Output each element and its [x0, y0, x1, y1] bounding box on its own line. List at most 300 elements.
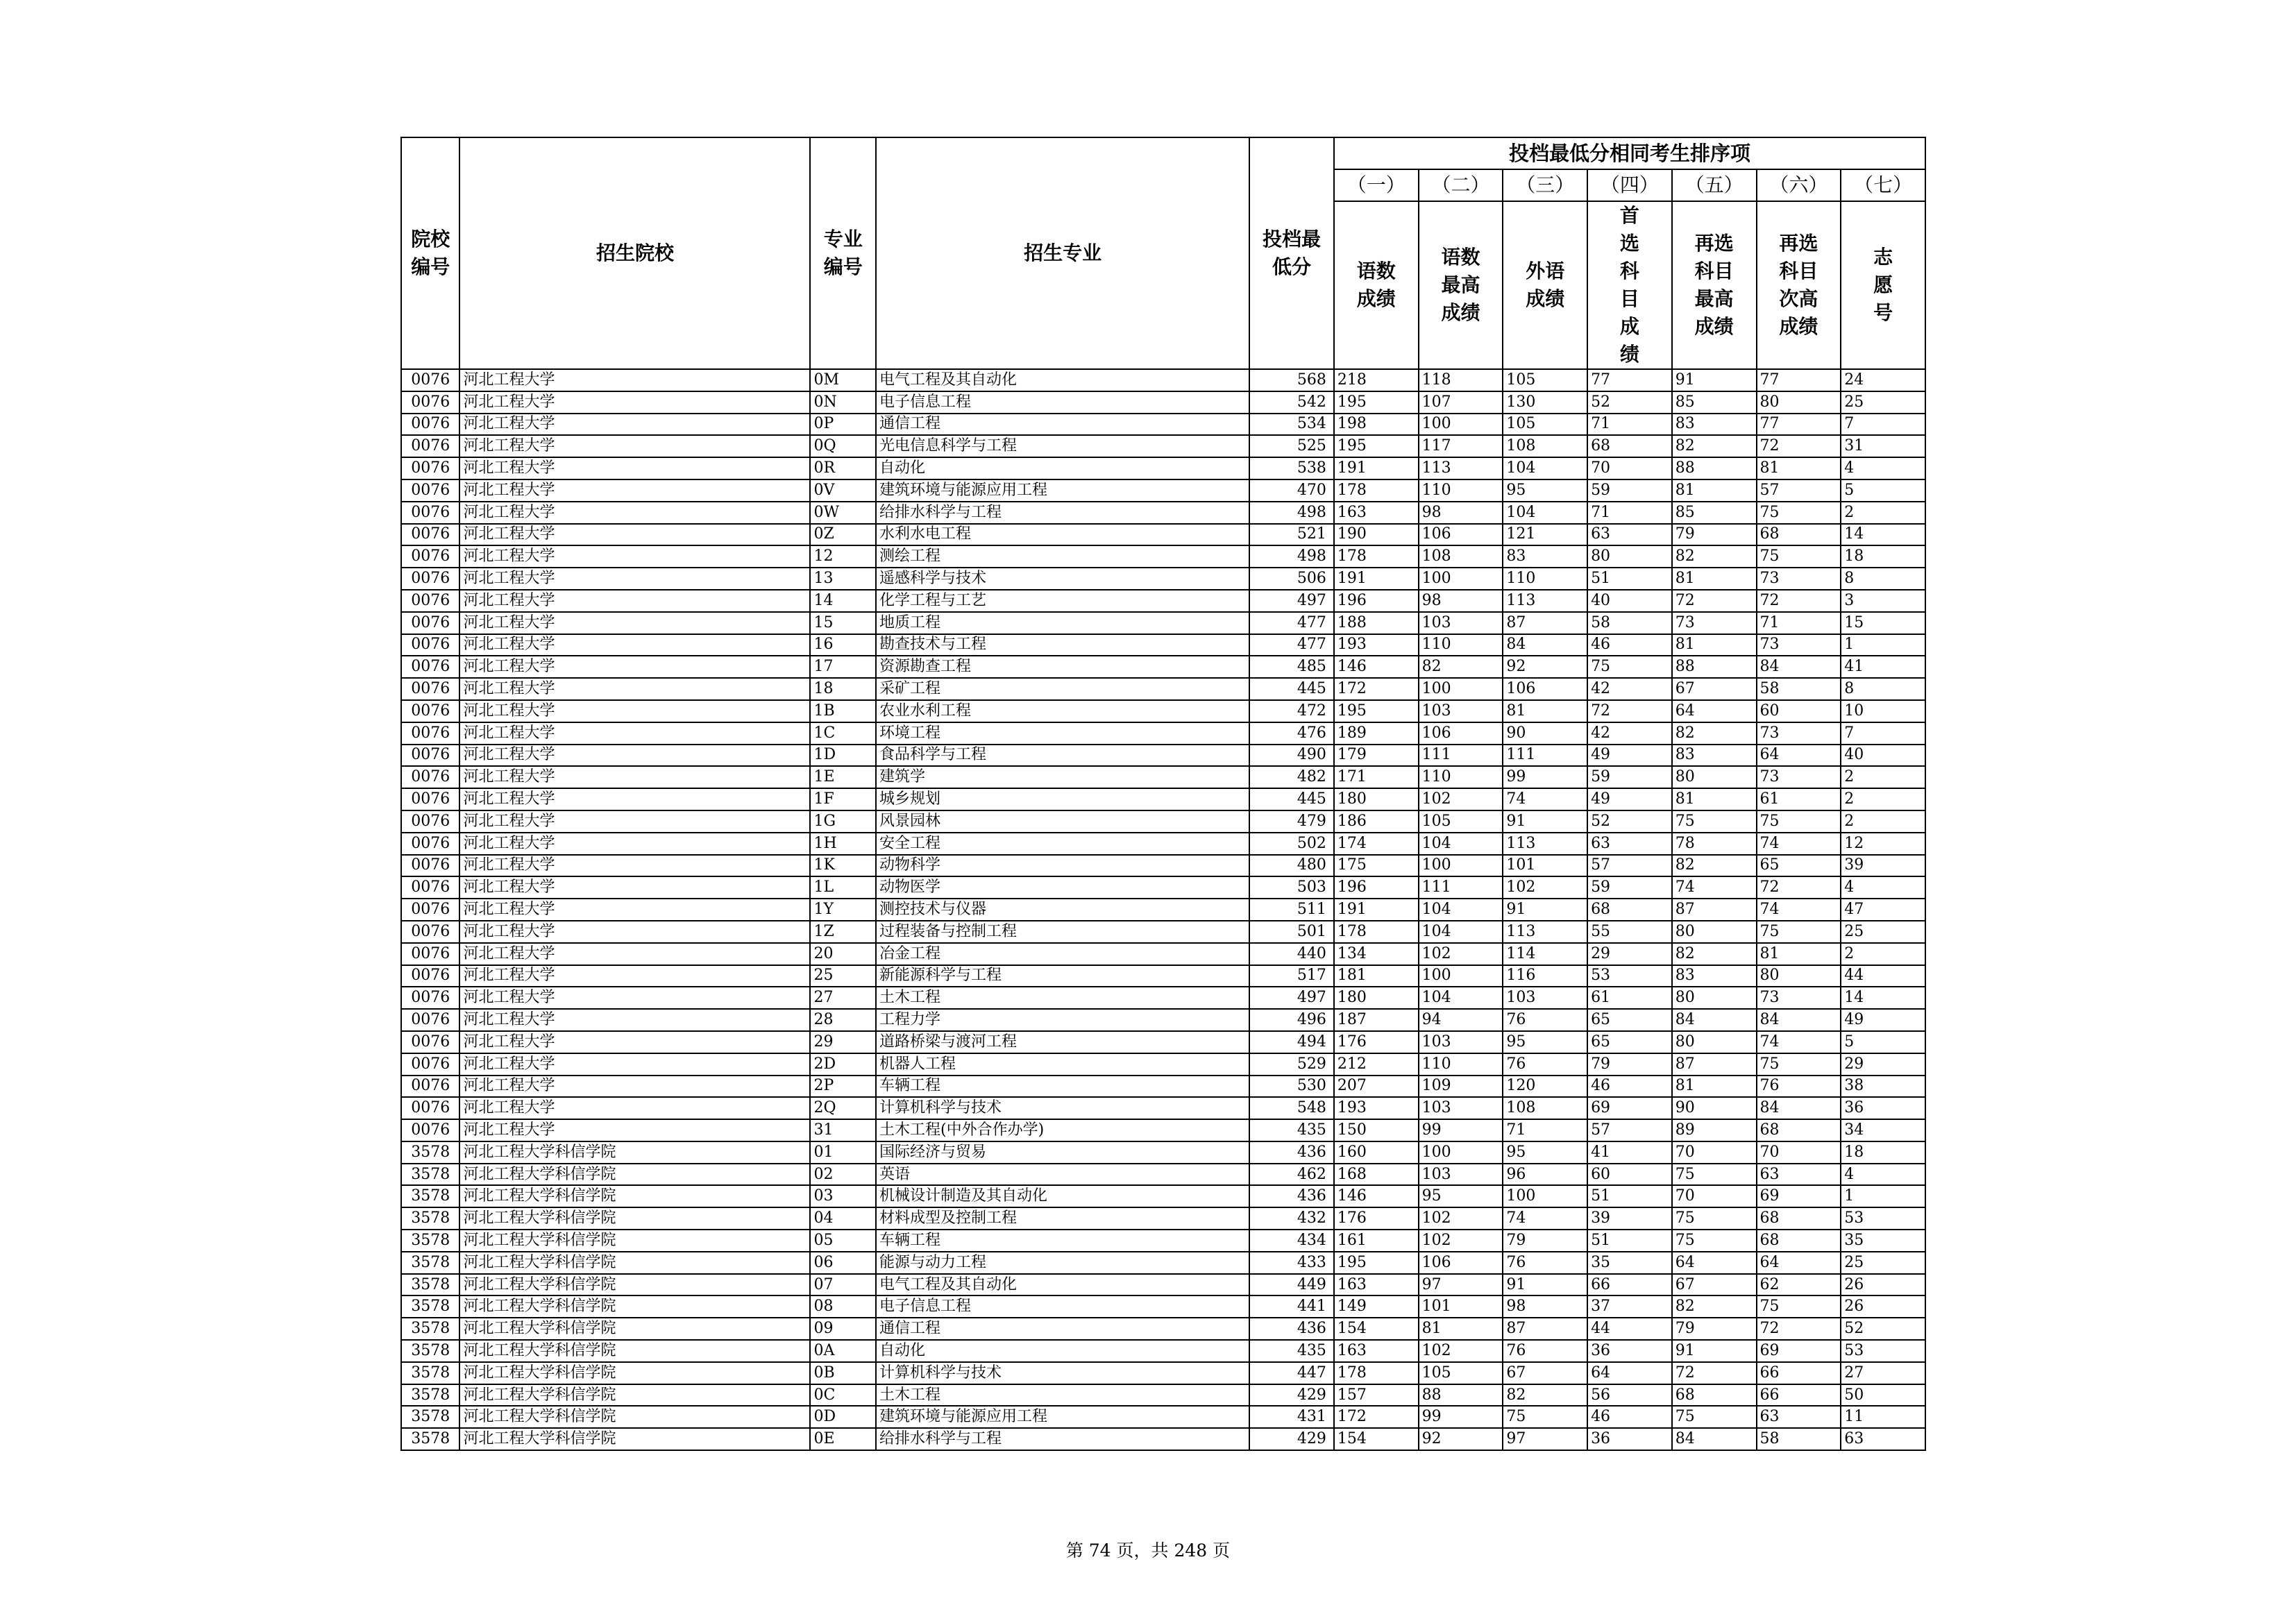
school-name-cell: 河北工程大学	[459, 899, 810, 921]
major-code-cell: 27	[810, 987, 876, 1009]
score-2-cell: 81	[1419, 1318, 1503, 1340]
school-code-cell: 0076	[401, 612, 459, 634]
score-2-cell: 99	[1419, 1406, 1503, 1428]
table-row	[401, 788, 1925, 810]
score-1-cell: 174	[1334, 833, 1419, 855]
school-name-cell: 河北工程大学	[459, 656, 810, 678]
score-6-cell: 84	[1757, 656, 1841, 678]
score-1-cell: 180	[1334, 788, 1419, 810]
table-row	[401, 1318, 1925, 1340]
score-4-cell: 69	[1587, 1097, 1672, 1119]
preference-cell: 53	[1841, 1340, 1925, 1362]
score-6-cell: 61	[1757, 788, 1841, 810]
school-code-cell: 0076	[401, 788, 459, 810]
table-row	[401, 833, 1925, 855]
min-score-cell: 431	[1249, 1406, 1334, 1428]
score-5-cell: 75	[1672, 1164, 1757, 1186]
score-4-cell: 70	[1587, 457, 1672, 479]
score-2-cell: 106	[1419, 1252, 1503, 1274]
major-code-cell: 12	[810, 545, 876, 568]
major-name-cell: 光电信息科学与工程	[876, 435, 1249, 457]
school-name-cell: 河北工程大学科信学院	[459, 1207, 810, 1230]
score-1-cell: 178	[1334, 1362, 1419, 1384]
score-1-cell: 172	[1334, 1406, 1419, 1428]
score-1-cell: 154	[1334, 1428, 1419, 1450]
min-score-cell: 525	[1249, 435, 1334, 457]
score-1-cell: 218	[1334, 369, 1419, 391]
score-6-cell: 64	[1757, 745, 1841, 767]
score-3-cell: 76	[1503, 1053, 1587, 1076]
school-name-cell: 河北工程大学	[459, 1009, 810, 1031]
preference-cell: 18	[1841, 545, 1925, 568]
major-name-cell: 自动化	[876, 457, 1249, 479]
score-5-cell: 90	[1672, 1097, 1757, 1119]
score-1-cell: 163	[1334, 502, 1419, 524]
header-min-score: 投档最低分	[1249, 137, 1334, 369]
major-code-cell: 02	[810, 1164, 876, 1186]
preference-cell: 49	[1841, 1009, 1925, 1031]
score-3-cell: 76	[1503, 1252, 1587, 1274]
score-5-cell: 82	[1672, 943, 1757, 965]
score-1-cell: 178	[1334, 479, 1419, 502]
preference-cell: 50	[1841, 1384, 1925, 1407]
preference-cell: 8	[1841, 678, 1925, 700]
table-row	[401, 612, 1925, 634]
min-score-cell: 429	[1249, 1384, 1334, 1407]
score-2-cell: 100	[1419, 414, 1503, 436]
header-school-code: 院校编号	[401, 137, 459, 369]
score-6-cell: 70	[1757, 1141, 1841, 1164]
score-1-cell: 176	[1334, 1031, 1419, 1053]
preference-cell: 3	[1841, 590, 1925, 612]
table-row	[401, 1384, 1925, 1407]
school-name-cell: 河北工程大学	[459, 833, 810, 855]
preference-cell: 47	[1841, 899, 1925, 921]
school-name-cell: 河北工程大学	[459, 1097, 810, 1119]
score-1-cell: 161	[1334, 1230, 1419, 1252]
school-code-cell: 0076	[401, 766, 459, 788]
school-code-cell: 0076	[401, 656, 459, 678]
school-name-cell: 河北工程大学	[459, 788, 810, 810]
major-code-cell: 1E	[810, 766, 876, 788]
score-1-cell: 163	[1334, 1274, 1419, 1296]
min-score-cell: 542	[1249, 391, 1334, 414]
score-4-cell: 64	[1587, 1362, 1672, 1384]
score-4-cell: 51	[1587, 568, 1672, 590]
table-row	[401, 391, 1925, 414]
major-code-cell: 18	[810, 678, 876, 700]
score-6-cell: 63	[1757, 1164, 1841, 1186]
score-1-cell: 163	[1334, 1340, 1419, 1362]
major-name-cell: 城乡规划	[876, 788, 1249, 810]
score-5-cell: 91	[1672, 369, 1757, 391]
table-row	[401, 766, 1925, 788]
table-row	[401, 545, 1925, 568]
school-code-cell: 0076	[401, 545, 459, 568]
score-1-cell: 160	[1334, 1141, 1419, 1164]
min-score-cell: 530	[1249, 1076, 1334, 1098]
school-name-cell: 河北工程大学	[459, 722, 810, 745]
min-score-cell: 433	[1249, 1252, 1334, 1274]
major-name-cell: 勘查技术与工程	[876, 634, 1249, 656]
major-name-cell: 给排水科学与工程	[876, 502, 1249, 524]
min-score-cell: 445	[1249, 788, 1334, 810]
score-5-cell: 73	[1672, 612, 1757, 634]
score-1-cell: 178	[1334, 921, 1419, 943]
score-5-cell: 83	[1672, 745, 1757, 767]
score-6-cell: 62	[1757, 1274, 1841, 1296]
score-1-cell: 191	[1334, 899, 1419, 921]
major-name-cell: 电气工程及其自动化	[876, 369, 1249, 391]
table-row	[401, 921, 1925, 943]
preference-cell: 25	[1841, 921, 1925, 943]
table-row	[401, 568, 1925, 590]
min-score-cell: 472	[1249, 700, 1334, 722]
score-1-cell: 176	[1334, 1207, 1419, 1230]
score-6-cell: 66	[1757, 1362, 1841, 1384]
major-code-cell: 0P	[810, 414, 876, 436]
score-1-cell: 146	[1334, 656, 1419, 678]
score-3-cell: 114	[1503, 943, 1587, 965]
major-name-cell: 道路桥梁与渡河工程	[876, 1031, 1249, 1053]
school-name-cell: 河北工程大学	[459, 590, 810, 612]
score-2-cell: 104	[1419, 921, 1503, 943]
score-3-cell: 91	[1503, 810, 1587, 833]
score-2-cell: 92	[1419, 1428, 1503, 1450]
score-2-cell: 103	[1419, 1097, 1503, 1119]
table-row	[401, 1031, 1925, 1053]
score-6-cell: 75	[1757, 1053, 1841, 1076]
score-5-cell: 64	[1672, 700, 1757, 722]
score-6-cell: 58	[1757, 1428, 1841, 1450]
score-6-cell: 57	[1757, 479, 1841, 502]
score-2-cell: 102	[1419, 943, 1503, 965]
score-2-cell: 103	[1419, 612, 1503, 634]
min-score-cell: 447	[1249, 1362, 1334, 1384]
min-score-cell: 441	[1249, 1295, 1334, 1318]
school-code-cell: 0076	[401, 1097, 459, 1119]
min-score-cell: 502	[1249, 833, 1334, 855]
school-code-cell: 0076	[401, 678, 459, 700]
score-1-cell: 178	[1334, 545, 1419, 568]
table-row	[401, 414, 1925, 436]
score-3-cell: 90	[1503, 722, 1587, 745]
major-name-cell: 通信工程	[876, 414, 1249, 436]
major-code-cell: 0R	[810, 457, 876, 479]
score-3-cell: 87	[1503, 1318, 1587, 1340]
major-name-cell: 通信工程	[876, 1318, 1249, 1340]
score-5-cell: 85	[1672, 502, 1757, 524]
score-3-cell: 110	[1503, 568, 1587, 590]
score-1-cell: 180	[1334, 987, 1419, 1009]
major-code-cell: 29	[810, 1031, 876, 1053]
score-1-cell: 134	[1334, 943, 1419, 965]
major-name-cell: 测绘工程	[876, 545, 1249, 568]
preference-cell: 53	[1841, 1207, 1925, 1230]
preference-cell: 14	[1841, 524, 1925, 546]
score-3-cell: 95	[1503, 479, 1587, 502]
table-row	[401, 656, 1925, 678]
order-label-7: （七）	[1841, 169, 1925, 201]
preference-cell: 44	[1841, 965, 1925, 987]
major-code-cell: 0D	[810, 1406, 876, 1428]
preference-cell: 2	[1841, 943, 1925, 965]
score-4-cell: 41	[1587, 1141, 1672, 1164]
major-name-cell: 电子信息工程	[876, 1295, 1249, 1318]
preference-cell: 10	[1841, 700, 1925, 722]
score-4-cell: 66	[1587, 1274, 1672, 1296]
score-3-cell: 67	[1503, 1362, 1587, 1384]
score-1-cell: 186	[1334, 810, 1419, 833]
score-1-cell: 171	[1334, 766, 1419, 788]
major-name-cell: 动物科学	[876, 855, 1249, 877]
score-6-cell: 64	[1757, 1252, 1841, 1274]
major-code-cell: 06	[810, 1252, 876, 1274]
score-4-cell: 59	[1587, 766, 1672, 788]
min-score-cell: 470	[1249, 479, 1334, 502]
score-2-cell: 99	[1419, 1119, 1503, 1141]
major-name-cell: 车辆工程	[876, 1076, 1249, 1098]
score-3-cell: 108	[1503, 435, 1587, 457]
score-5-cell: 67	[1672, 1274, 1757, 1296]
score-3-cell: 74	[1503, 1207, 1587, 1230]
min-score-cell: 462	[1249, 1164, 1334, 1186]
score-1-cell: 179	[1334, 745, 1419, 767]
score-4-cell: 55	[1587, 921, 1672, 943]
preference-cell: 2	[1841, 502, 1925, 524]
school-code-cell: 0076	[401, 921, 459, 943]
major-name-cell: 建筑环境与能源应用工程	[876, 1406, 1249, 1428]
major-name-cell: 资源勘查工程	[876, 656, 1249, 678]
min-score-cell: 445	[1249, 678, 1334, 700]
preference-cell: 26	[1841, 1274, 1925, 1296]
score-5-cell: 83	[1672, 965, 1757, 987]
school-code-cell: 3578	[401, 1164, 459, 1186]
preference-cell: 31	[1841, 435, 1925, 457]
score-6-cell: 66	[1757, 1384, 1841, 1407]
score-6-cell: 75	[1757, 921, 1841, 943]
preference-cell: 2	[1841, 766, 1925, 788]
score-3-cell: 92	[1503, 656, 1587, 678]
score-2-cell: 98	[1419, 502, 1503, 524]
preference-cell: 24	[1841, 369, 1925, 391]
preference-cell: 11	[1841, 1406, 1925, 1428]
major-name-cell: 水利水电工程	[876, 524, 1249, 546]
score-1-cell: 195	[1334, 700, 1419, 722]
min-score-cell: 568	[1249, 369, 1334, 391]
min-score-cell: 482	[1249, 766, 1334, 788]
major-code-cell: 07	[810, 1274, 876, 1296]
school-code-cell: 0076	[401, 876, 459, 899]
score-1-cell: 212	[1334, 1053, 1419, 1076]
score-2-cell: 97	[1419, 1274, 1503, 1296]
score-3-cell: 99	[1503, 766, 1587, 788]
score-6-cell: 74	[1757, 833, 1841, 855]
score-2-cell: 111	[1419, 745, 1503, 767]
min-score-cell: 503	[1249, 876, 1334, 899]
score-5-cell: 89	[1672, 1119, 1757, 1141]
major-code-cell: 0A	[810, 1340, 876, 1362]
score-5-cell: 75	[1672, 1230, 1757, 1252]
score-3-cell: 79	[1503, 1230, 1587, 1252]
score-4-cell: 65	[1587, 1031, 1672, 1053]
school-name-cell: 河北工程大学科信学院	[459, 1185, 810, 1207]
score-2-cell: 88	[1419, 1384, 1503, 1407]
school-code-cell: 0076	[401, 369, 459, 391]
major-name-cell: 国际经济与贸易	[876, 1141, 1249, 1164]
preference-cell: 7	[1841, 722, 1925, 745]
score-6-cell: 68	[1757, 1230, 1841, 1252]
major-name-cell: 电子信息工程	[876, 391, 1249, 414]
major-code-cell: 1Y	[810, 899, 876, 921]
score-3-cell: 76	[1503, 1340, 1587, 1362]
score-2-cell: 113	[1419, 457, 1503, 479]
score-2-cell: 104	[1419, 899, 1503, 921]
score-5-cell: 80	[1672, 1031, 1757, 1053]
school-name-cell: 河北工程大学	[459, 855, 810, 877]
major-code-cell: 1L	[810, 876, 876, 899]
preference-cell: 2	[1841, 810, 1925, 833]
score-6-cell: 77	[1757, 369, 1841, 391]
score-2-cell: 102	[1419, 1207, 1503, 1230]
score-2-cell: 100	[1419, 678, 1503, 700]
score-4-cell: 77	[1587, 369, 1672, 391]
min-score-cell: 490	[1249, 745, 1334, 767]
table-row	[401, 1119, 1925, 1141]
preference-cell: 4	[1841, 1164, 1925, 1186]
min-score-cell: 497	[1249, 987, 1334, 1009]
score-3-cell: 105	[1503, 369, 1587, 391]
score-3-cell: 111	[1503, 745, 1587, 767]
score-3-cell: 97	[1503, 1428, 1587, 1450]
score-2-cell: 95	[1419, 1185, 1503, 1207]
major-code-cell: 1F	[810, 788, 876, 810]
table-body	[401, 369, 1925, 1450]
score-1-cell: 193	[1334, 1097, 1419, 1119]
score-5-cell: 70	[1672, 1185, 1757, 1207]
score-1-cell: 190	[1334, 524, 1419, 546]
score-2-cell: 117	[1419, 435, 1503, 457]
score-1-cell: 189	[1334, 722, 1419, 745]
score-3-cell: 96	[1503, 1164, 1587, 1186]
school-code-cell: 3578	[401, 1384, 459, 1407]
table-row	[401, 1274, 1925, 1296]
score-1-cell: 188	[1334, 612, 1419, 634]
score-4-cell: 72	[1587, 700, 1672, 722]
school-name-cell: 河北工程大学	[459, 1119, 810, 1141]
score-5-cell: 81	[1672, 1076, 1757, 1098]
score-3-cell: 106	[1503, 678, 1587, 700]
score-5-cell: 81	[1672, 479, 1757, 502]
score-2-cell: 110	[1419, 1053, 1503, 1076]
table-row	[401, 1076, 1925, 1098]
score-3-cell: 130	[1503, 391, 1587, 414]
min-score-cell: 501	[1249, 921, 1334, 943]
school-code-cell: 0076	[401, 987, 459, 1009]
min-score-cell: 477	[1249, 634, 1334, 656]
min-score-cell: 496	[1249, 1009, 1334, 1031]
major-name-cell: 给排水科学与工程	[876, 1428, 1249, 1450]
major-name-cell: 冶金工程	[876, 943, 1249, 965]
score-2-cell: 108	[1419, 545, 1503, 568]
school-name-cell: 河北工程大学	[459, 545, 810, 568]
school-name-cell: 河北工程大学	[459, 1076, 810, 1098]
preference-cell: 41	[1841, 656, 1925, 678]
school-code-cell: 0076	[401, 1119, 459, 1141]
major-code-cell: 2P	[810, 1076, 876, 1098]
score-2-cell: 106	[1419, 722, 1503, 745]
major-name-cell: 土木工程	[876, 1384, 1249, 1407]
score-3-cell: 105	[1503, 414, 1587, 436]
table-row	[401, 1230, 1925, 1252]
table-row	[401, 1295, 1925, 1318]
score-5-cell: 82	[1672, 435, 1757, 457]
school-code-cell: 0076	[401, 414, 459, 436]
score-1-cell: 154	[1334, 1318, 1419, 1340]
score-6-cell: 75	[1757, 1295, 1841, 1318]
min-score-cell: 548	[1249, 1097, 1334, 1119]
preference-cell: 7	[1841, 414, 1925, 436]
score-2-cell: 98	[1419, 590, 1503, 612]
score-5-cell: 87	[1672, 899, 1757, 921]
school-name-cell: 河北工程大学	[459, 414, 810, 436]
preference-cell: 2	[1841, 788, 1925, 810]
score-2-cell: 104	[1419, 833, 1503, 855]
score-1-cell: 196	[1334, 876, 1419, 899]
school-code-cell: 0076	[401, 1076, 459, 1098]
min-score-cell: 498	[1249, 545, 1334, 568]
table-row	[401, 1053, 1925, 1076]
school-name-cell: 河北工程大学	[459, 965, 810, 987]
score-5-cell: 80	[1672, 987, 1757, 1009]
min-score-cell: 521	[1249, 524, 1334, 546]
major-code-cell: 05	[810, 1230, 876, 1252]
score-5-cell: 81	[1672, 788, 1757, 810]
preference-cell: 12	[1841, 833, 1925, 855]
score-2-cell: 103	[1419, 1164, 1503, 1186]
preference-cell: 35	[1841, 1230, 1925, 1252]
score-4-cell: 58	[1587, 612, 1672, 634]
score-4-cell: 63	[1587, 524, 1672, 546]
major-name-cell: 英语	[876, 1164, 1249, 1186]
school-name-cell: 河北工程大学	[459, 568, 810, 590]
school-code-cell: 0076	[401, 745, 459, 767]
school-code-cell: 3578	[401, 1406, 459, 1428]
score-1-cell: 191	[1334, 457, 1419, 479]
score-5-cell: 82	[1672, 545, 1757, 568]
score-2-cell: 103	[1419, 700, 1503, 722]
preference-cell: 29	[1841, 1053, 1925, 1076]
school-code-cell: 0076	[401, 810, 459, 833]
score-1-cell: 195	[1334, 435, 1419, 457]
score-4-cell: 60	[1587, 1164, 1672, 1186]
table-row	[401, 678, 1925, 700]
preference-cell: 5	[1841, 1031, 1925, 1053]
table-row	[401, 457, 1925, 479]
score-1-cell: 157	[1334, 1384, 1419, 1407]
school-name-cell: 河北工程大学科信学院	[459, 1141, 810, 1164]
score-6-cell: 63	[1757, 1406, 1841, 1428]
score-5-cell: 88	[1672, 457, 1757, 479]
sub-label-chinese-math-max: 语数最高成绩	[1419, 201, 1503, 369]
min-score-cell: 498	[1249, 502, 1334, 524]
score-6-cell: 77	[1757, 414, 1841, 436]
school-name-cell: 河北工程大学科信学院	[459, 1295, 810, 1318]
score-5-cell: 75	[1672, 1406, 1757, 1428]
table-row	[401, 1185, 1925, 1207]
school-name-cell: 河北工程大学	[459, 943, 810, 965]
major-code-cell: 13	[810, 568, 876, 590]
